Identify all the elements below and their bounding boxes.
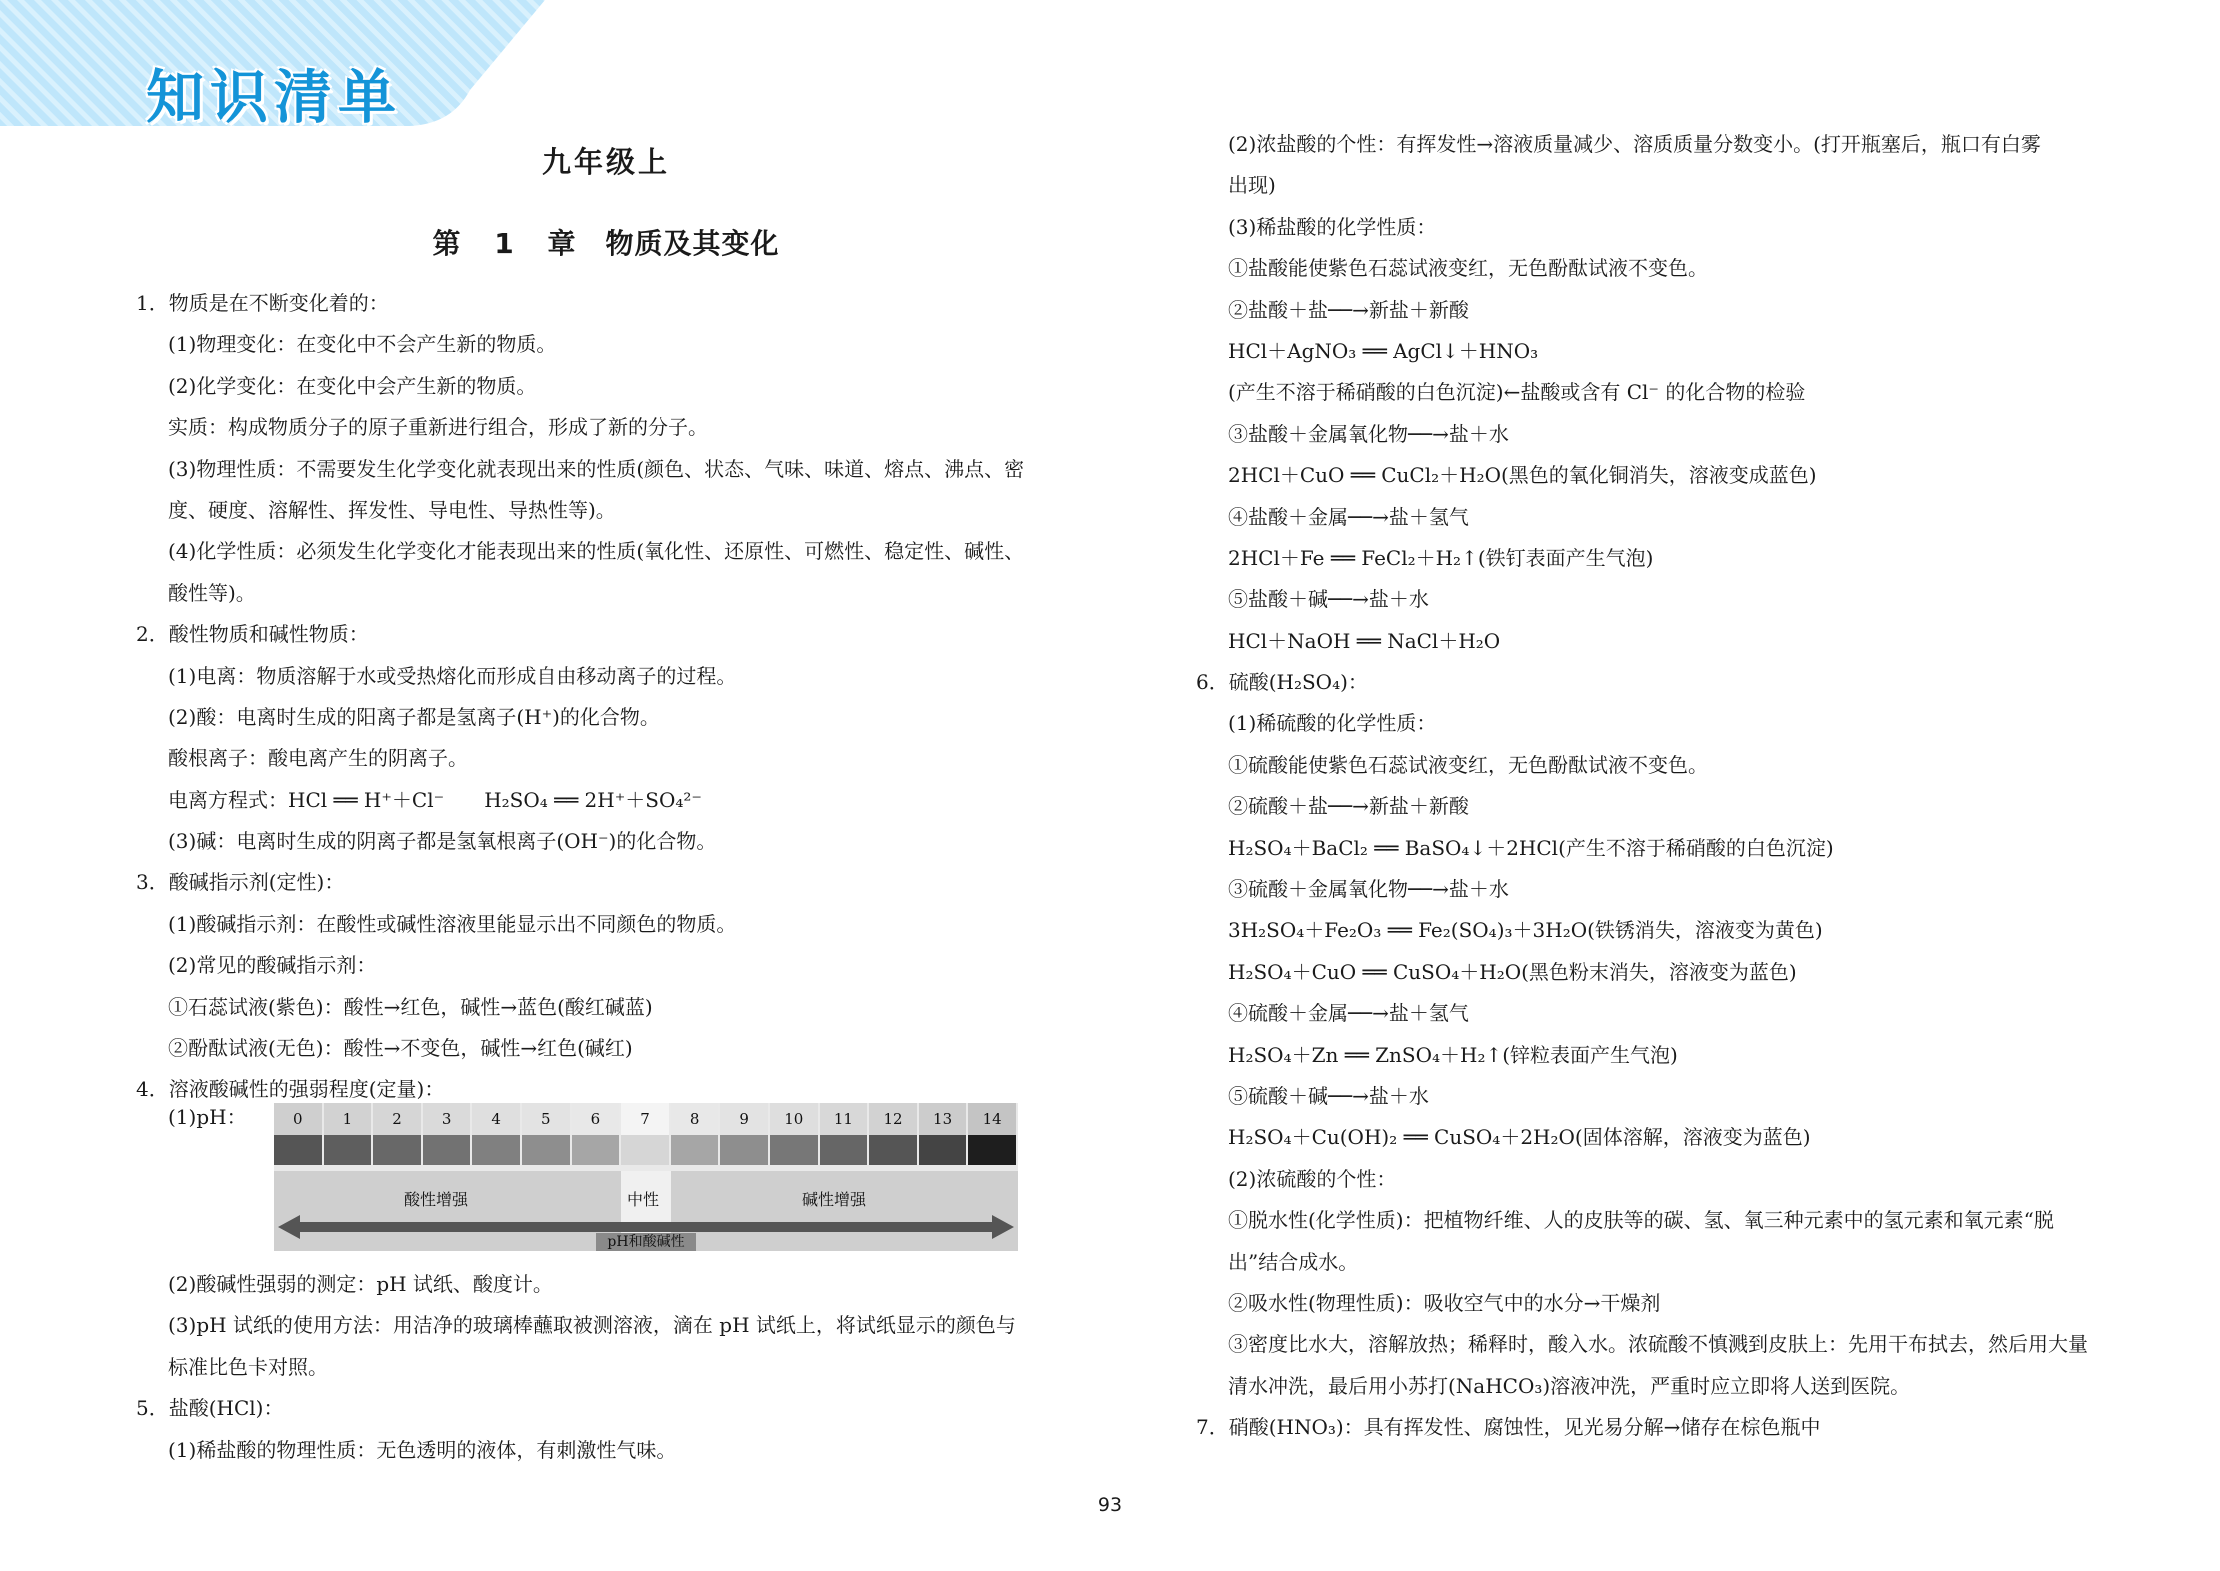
text-line: H₂SO₄＋CuO ══ CuSO₄＋H₂O(黑色粉末消失，溶液变为蓝色)	[1228, 959, 1797, 984]
text-line: (2)浓硫酸的个性：	[1228, 1166, 1397, 1191]
text-line: 3H₂SO₄＋Fe₂O₃ ══ Fe₂(SO₄)₃＋3H₂O(铁锈消失，溶液变为黄色)	[1228, 918, 1823, 943]
ph-value-9: 9	[720, 1103, 768, 1135]
text-line: (产生不溶于稀硝酸的白色沉淀)←盐酸或含有 Cl⁻ 的化合物的检验	[1228, 380, 1806, 405]
ph-acid-text: 酸性增强	[404, 1190, 469, 1209]
header-banner	[0, 0, 560, 131]
text-line: (1)电离：物质溶解于水或受热熔化而形成自由移动离子的过程。	[168, 663, 737, 688]
ph-swatch	[671, 1135, 719, 1165]
text-line: (4)化学性质：必须发生化学变化才能表现出来的性质(氧化性、还原性、可燃性、稳定性、碱性、	[168, 539, 1025, 564]
ph-scale-figure	[168, 1097, 1028, 1257]
text-line: 出现)	[1228, 173, 1276, 198]
text-line: H₂SO₄＋Cu(OH)₂ ══ CuSO₄＋2H₂O(固体溶解，溶液变为蓝色)	[1228, 1125, 1811, 1150]
text-line: (2)酸碱性强弱的测定：pH 试纸、酸度计。	[168, 1272, 553, 1296]
banner-title: 知识清单	[146, 63, 403, 131]
text-line: ③盐酸＋金属氧化物──→盐＋水	[1228, 421, 1509, 446]
text-line: ②盐酸＋盐──→新盐＋新酸	[1228, 297, 1469, 322]
ph-value-11: 11	[820, 1103, 868, 1135]
text-line: ①脱水性(化学性质)：把植物纤维、人的皮肤等的碳、氢、氧三种元素中的氢元素和氧元素“脱	[1228, 1208, 2054, 1233]
ph-value-10: 10	[770, 1103, 818, 1135]
ph-swatch	[324, 1135, 372, 1165]
text-line: H₂SO₄＋Zn ══ ZnSO₄＋H₂↑(锌粒表面产生气泡)	[1228, 1042, 1678, 1067]
ph-value-4: 4	[472, 1103, 520, 1135]
text-line: 2HCl＋Fe ══ FeCl₂＋H₂↑(铁钉表面产生气泡)	[1228, 545, 1654, 570]
text-line: 标准比色卡对照。	[168, 1354, 328, 1379]
text-line: 酸性等)。	[168, 580, 256, 605]
ph-swatch	[720, 1135, 768, 1165]
ph-value-5: 5	[522, 1103, 570, 1135]
ph-base-text: 碱性增强	[802, 1190, 867, 1209]
text-line: 度、硬度、溶解性、挥发性、导电性、导热性等)。	[168, 497, 616, 522]
text-line: (2)化学变化：在变化中会产生新的物质。	[168, 373, 537, 398]
text-line: 5．盐酸(HCl)：	[136, 1396, 284, 1421]
right-text-block	[1196, 124, 2088, 1449]
ph-value-14: 14	[968, 1103, 1016, 1135]
ph-swatch	[274, 1135, 322, 1165]
text-line: (3)稀盐酸的化学性质：	[1228, 214, 1437, 239]
ph-color-scale	[274, 1103, 1018, 1251]
grade-title: 九年级上	[541, 145, 670, 179]
ph-value-7: 7	[621, 1103, 669, 1135]
text-line: (2)常见的酸碱指示剂：	[168, 953, 377, 978]
text-line: (3)pH 试纸的使用方法：用洁净的玻璃棒蘸取被测溶液，滴在 pH 试纸上，将试纸显示的颜色与	[168, 1313, 1016, 1338]
text-line: ②硫酸＋盐──→新盐＋新酸	[1228, 794, 1469, 819]
ph-label: (1)pH：	[168, 1105, 247, 1129]
ph-swatch	[919, 1135, 967, 1165]
text-line: 出”结合成水。	[1228, 1249, 1359, 1274]
text-line: 酸根离子：酸电离产生的阴离子。	[168, 746, 468, 771]
text-line: HCl＋NaOH ══ NaCl＋H₂O	[1228, 628, 1501, 653]
text-line: ③密度比水大，溶解放热；稀释时，酸入水。浓硫酸不慎溅到皮肤上：先用干布拭去，然后用大量	[1228, 1332, 2088, 1357]
text-line: ⑤盐酸＋碱──→盐＋水	[1228, 587, 1429, 612]
text-line: (2)浓盐酸的个性：有挥发性→溶液质量减少、溶质质量分数变小。(打开瓶塞后，瓶口有白雾	[1228, 132, 2041, 156]
text-line: (2)酸：电离时生成的阳离子都是氢离子(H⁺)的化合物。	[168, 704, 660, 729]
text-line: 3．酸碱指示剂(定性)：	[136, 870, 345, 895]
text-line: (1)酸碱指示剂：在酸性或碱性溶液里能显示出不同颜色的物质。	[168, 911, 737, 936]
text-line: ⑤硫酸＋碱──→盐＋水	[1228, 1083, 1429, 1108]
left-text-block-b	[136, 1264, 1016, 1471]
page-number: 93	[1097, 1494, 1123, 1516]
text-line: (3)物理性质：不需要发生化学变化就表现出来的性质(颜色、状态、气味、味道、熔点、沸点、密	[168, 456, 1025, 481]
text-line: 7．硝酸(HNO₃)：具有挥发性、腐蚀性，见光易分解→储存在棕色瓶中	[1196, 1415, 1821, 1440]
ph-swatch	[621, 1135, 669, 1165]
ph-value-13: 13	[919, 1103, 967, 1135]
ph-swatch	[373, 1135, 421, 1165]
text-line: 1．物质是在不断变化着的：	[136, 291, 389, 315]
ph-value-3: 3	[423, 1103, 471, 1135]
ph-neutral-text: 中性	[627, 1190, 660, 1209]
ph-swatch	[423, 1135, 471, 1165]
ph-caption: pH和酸碱性	[596, 1233, 696, 1251]
ph-swatch	[522, 1135, 570, 1165]
text-line: 2HCl＋CuO ══ CuCl₂＋H₂O(黑色的氧化铜消失，溶液变成蓝色)	[1228, 463, 1817, 488]
text-line: ②吸水性(物理性质)：吸收空气中的水分→干燥剂	[1228, 1290, 1661, 1315]
text-line: ④硫酸＋金属──→盐＋氢气	[1228, 1001, 1469, 1026]
text-line: ①石蕊试液(紫色)：酸性→红色，碱性→蓝色(酸红碱蓝)	[168, 994, 653, 1019]
chapter-title: 第 1 章 物质及其变化	[432, 227, 780, 260]
text-line: (1)稀硫酸的化学性质：	[1228, 711, 1437, 736]
text-line: H₂SO₄＋BaCl₂ ══ BaSO₄↓＋2HCl(产生不溶于稀硝酸的白色沉淀)	[1228, 835, 1834, 860]
ph-swatch	[968, 1135, 1016, 1165]
ph-value-6: 6	[572, 1103, 620, 1135]
text-line: ②酚酞试液(无色)：酸性→不变色，碱性→红色(碱红)	[168, 1036, 633, 1061]
ph-swatch	[869, 1135, 917, 1165]
ph-swatch	[770, 1135, 818, 1165]
text-line: 2．酸性物质和碱性物质：	[136, 622, 369, 647]
text-line: ①盐酸能使紫色石蕊试液变红，无色酚酞试液不变色。	[1228, 256, 1708, 281]
left-text-block-a	[136, 283, 1024, 1111]
text-line: 清水冲洗，最后用小苏打(NaHCO₃)溶液冲洗，严重时应立即将人送到医院。	[1228, 1373, 1911, 1398]
ph-value-0: 0	[274, 1103, 322, 1135]
ph-value-1: 1	[324, 1103, 372, 1135]
ph-value-2: 2	[373, 1103, 421, 1135]
ph-swatch	[572, 1135, 620, 1165]
ph-value-8: 8	[671, 1103, 719, 1135]
text-line: 4．溶液酸碱性的强弱程度(定量)：	[136, 1077, 445, 1102]
text-line: 6．硫酸(H₂SO₄)：	[1196, 670, 1368, 695]
text-line: ①硫酸能使紫色石蕊试液变红，无色酚酞试液不变色。	[1228, 752, 1708, 777]
text-line: ④盐酸＋金属──→盐＋氢气	[1228, 504, 1469, 529]
text-line: ③硫酸＋金属氧化物──→盐＋水	[1228, 877, 1509, 902]
ph-swatch	[820, 1135, 868, 1165]
text-line: (1)物理变化：在变化中不会产生新的物质。	[168, 332, 557, 357]
text-line: 电离方程式：HCl ══ H⁺＋Cl⁻ H₂SO₄ ══ 2H⁺＋SO₄²⁻	[168, 787, 702, 812]
text-line: (3)碱：电离时生成的阴离子都是氢氧根离子(OH⁻)的化合物。	[168, 829, 717, 854]
text-line: 实质：构成物质分子的原子重新进行组合，形成了新的分子。	[168, 415, 708, 440]
text-line: HCl＋AgNO₃ ══ AgCl↓＋HNO₃	[1228, 338, 1539, 363]
ph-value-12: 12	[869, 1103, 917, 1135]
ph-swatch	[472, 1135, 520, 1165]
text-line: (1)稀盐酸的物理性质：无色透明的液体，有刺激性气味。	[168, 1437, 677, 1462]
